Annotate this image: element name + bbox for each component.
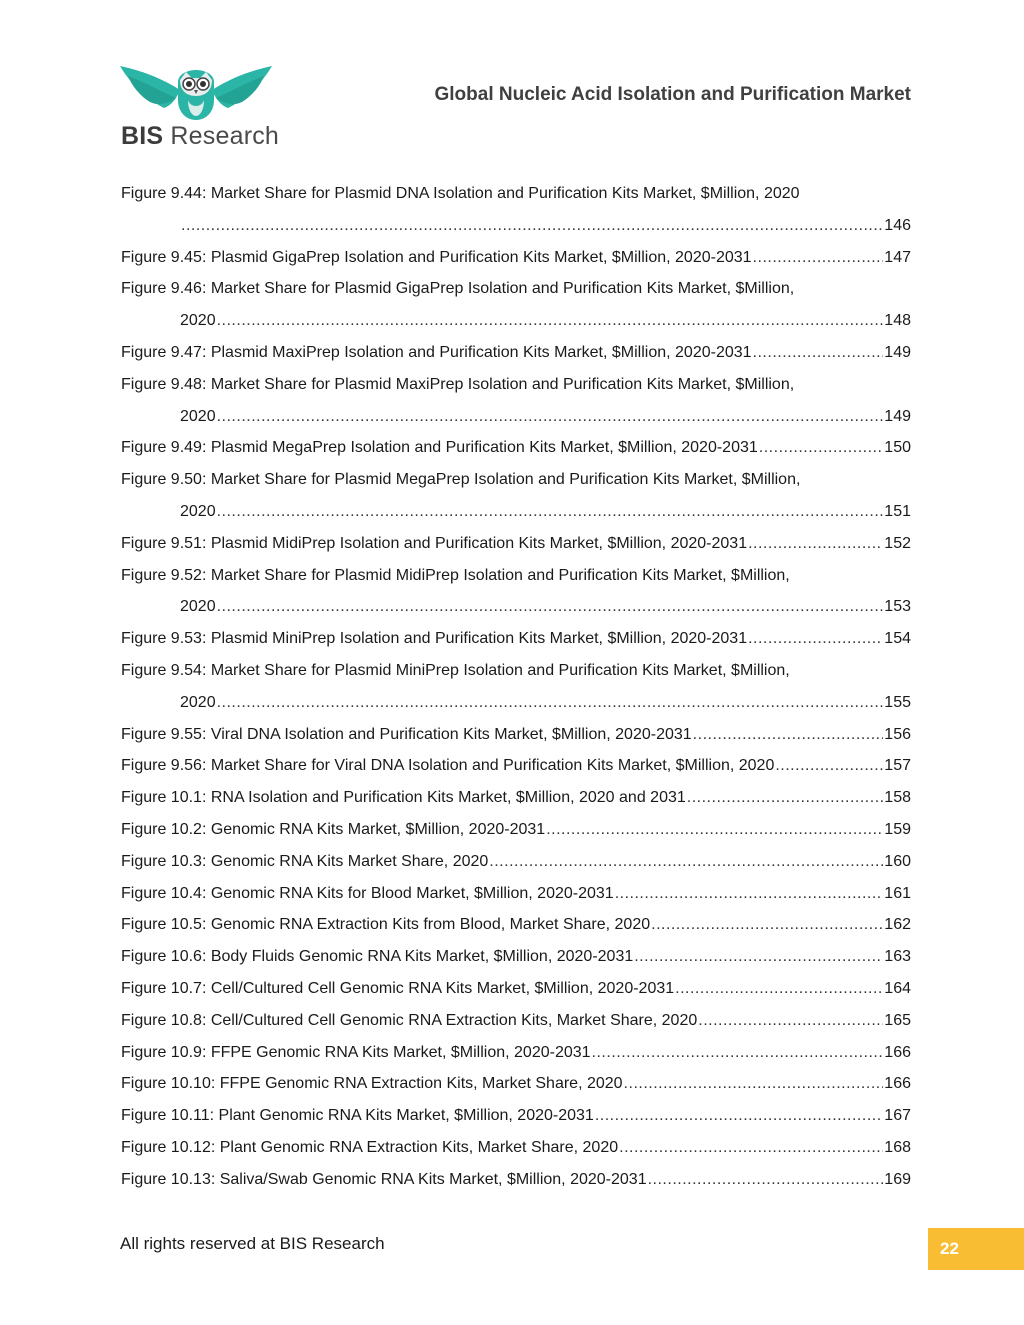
- toc-entry[interactable]: [121, 878, 911, 910]
- toc-entry-text: Figure 10.12: Plant Genomic RNA Extraction Kits, Market Share, 2020: [121, 1138, 619, 1156]
- toc-leader-dots: [546, 814, 883, 846]
- toc-entry-text: Figure 9.53: Plasmid MiniPrep Isolation and Purification Kits Market, $Million, 2020-2031: [121, 630, 748, 648]
- toc-entry-text: 2020: [180, 502, 216, 520]
- toc-entry-text: Figure 9.44: Market Share for Plasmid DNA Isolation and Purification Kits Market, $Million, 2020: [121, 185, 800, 202]
- toc-entry[interactable]: [121, 432, 911, 464]
- toc-entry-text: Figure 9.56: Market Share for Viral DNA Isolation and Purification Kits Market, $Million, 2020: [121, 757, 775, 775]
- toc-page-number: 157: [884, 757, 911, 775]
- toc-page-number: 147: [884, 248, 911, 266]
- toc-leader-dots: [759, 432, 884, 464]
- toc-entry-text: Figure 9.51: Plasmid MidiPrep Isolation and Purification Kits Market, $Million, 2020-2031: [121, 534, 748, 552]
- toc-entry-text: Figure 9.47: Plasmid MaxiPrep Isolation and Purification Kits Market, $Million, 2020-2031: [121, 343, 752, 361]
- toc-page-number: 162: [884, 916, 911, 934]
- toc-leader-dots: [753, 242, 884, 274]
- toc-leader-dots: [489, 846, 883, 878]
- toc-entry[interactable]: [121, 178, 911, 210]
- toc-entry-continuation[interactable]: [121, 687, 911, 719]
- toc-page-number: 150: [884, 439, 911, 457]
- toc-entry-text: Figure 9.55: Viral DNA Isolation and Purification Kits Market, $Million, 2020-2031: [121, 725, 692, 743]
- toc-entry-text: Figure 10.6: Body Fluids Genomic RNA Kits Market, $Million, 2020-2031: [121, 948, 634, 966]
- toc-leader-dots: [693, 719, 884, 751]
- toc-entry-continuation[interactable]: [121, 305, 911, 337]
- toc-entry[interactable]: [121, 337, 911, 369]
- toc-entry[interactable]: [121, 623, 911, 655]
- toc-entry-text: 2020: [180, 693, 216, 711]
- toc-leader-dots: [595, 1100, 883, 1132]
- toc-entry-continuation[interactable]: [121, 496, 911, 528]
- toc-leader-dots: [615, 878, 884, 910]
- toc-entry[interactable]: [121, 782, 911, 814]
- toc-entry-continuation[interactable]: [121, 401, 911, 433]
- toc-entry-text: Figure 10.4: Genomic RNA Kits for Blood Market, $Million, 2020-2031: [121, 884, 614, 902]
- footer-rights: All rights reserved at BIS Research: [120, 1234, 385, 1253]
- toc-page-number: 166: [884, 1075, 911, 1093]
- toc-entry-text: Figure 10.3: Genomic RNA Kits Market Share, 2020: [121, 852, 489, 870]
- toc-entry-text: Figure 10.2: Genomic RNA Kits Market, $Million, 2020-2031: [121, 820, 546, 838]
- toc-entry-text: Figure 10.11: Plant Genomic RNA Kits Market, $Million, 2020-2031: [121, 1107, 594, 1125]
- toc-leader-dots: [217, 496, 884, 528]
- toc-entry[interactable]: [121, 1100, 911, 1132]
- toc-page-number: 167: [884, 1107, 911, 1125]
- toc-page-number: 153: [884, 598, 911, 616]
- toc-entry[interactable]: [121, 560, 911, 592]
- toc-entry[interactable]: [121, 273, 911, 305]
- toc-page-number: 165: [884, 1011, 911, 1029]
- toc-entry[interactable]: [121, 464, 911, 496]
- toc-leader-dots: [775, 750, 883, 782]
- toc-leader-dots: [592, 1037, 884, 1069]
- logo-brand-bold: BIS: [121, 122, 164, 150]
- toc-page-number: 163: [884, 948, 911, 966]
- logo-wordmark: [121, 122, 279, 150]
- toc-leader-dots: [624, 1068, 884, 1100]
- logo-brand-rest: Research: [163, 122, 280, 150]
- toc-leader-dots: [648, 1164, 884, 1196]
- toc-page-number: 169: [884, 1170, 911, 1188]
- toc-leader-dots: [217, 591, 884, 623]
- toc-leader-dots: [687, 782, 884, 814]
- toc-leader-dots: [698, 1005, 883, 1037]
- bis-research-logo: [118, 60, 278, 152]
- toc-page-number: 161: [884, 884, 911, 902]
- toc-leader-dots: [619, 1132, 883, 1164]
- toc-leader-dots: [651, 909, 883, 941]
- toc-entry[interactable]: [121, 973, 911, 1005]
- toc-entry[interactable]: [121, 846, 911, 878]
- toc-page-number: 152: [884, 534, 911, 552]
- toc-entry-text: 2020: [180, 312, 216, 330]
- toc-leader-dots: [748, 528, 883, 560]
- list-of-figures: [121, 178, 911, 1196]
- toc-entry[interactable]: [121, 814, 911, 846]
- toc-page-number: 168: [884, 1138, 911, 1156]
- toc-page-number: 154: [884, 630, 911, 648]
- toc-entry-text: Figure 9.49: Plasmid MegaPrep Isolation and Purification Kits Market, $Million, 2020-2031: [121, 439, 758, 457]
- toc-page-number: 151: [884, 502, 911, 520]
- toc-leader-dots: [634, 941, 883, 973]
- toc-leader-dots: [217, 687, 884, 719]
- toc-entry-text: 2020: [180, 407, 216, 425]
- toc-entry[interactable]: [121, 1132, 911, 1164]
- toc-entry-text: Figure 9.46: Market Share for Plasmid GigaPrep Isolation and Purification Kits Market, $Million,: [121, 280, 795, 298]
- toc-page-number: 158: [884, 789, 911, 807]
- toc-entry[interactable]: [121, 909, 911, 941]
- toc-leader-dots: [675, 973, 883, 1005]
- toc-page-number: 149: [884, 343, 911, 361]
- toc-page-number: 149: [884, 407, 911, 425]
- toc-entry-text: Figure 10.7: Cell/Cultured Cell Genomic RNA Kits Market, $Million, 2020-2031: [121, 979, 675, 997]
- toc-entry-text: Figure 10.1: RNA Isolation and Purification Kits Market, $Million, 2020 and 2031: [121, 789, 686, 807]
- toc-leader-dots: [217, 401, 884, 433]
- toc-entry[interactable]: [121, 750, 911, 782]
- toc-entry[interactable]: [121, 369, 911, 401]
- toc-entry[interactable]: [121, 719, 911, 751]
- toc-page-number: 159: [884, 820, 911, 838]
- toc-entry[interactable]: [121, 941, 911, 973]
- toc-entry[interactable]: [121, 242, 911, 274]
- toc-entry-text: Figure 9.45: Plasmid GigaPrep Isolation and Purification Kits Market, $Million, 2020-2031: [121, 248, 752, 266]
- toc-page-number: 160: [884, 852, 911, 870]
- toc-entry-continuation[interactable]: [121, 591, 911, 623]
- toc-entry-text: Figure 9.52: Market Share for Plasmid MidiPrep Isolation and Purification Kits Market, $Million,: [121, 566, 790, 584]
- toc-page-number: 146: [884, 216, 911, 234]
- toc-entry-text: Figure 10.10: FFPE Genomic RNA Extraction Kits, Market Share, 2020: [121, 1075, 623, 1093]
- toc-entry-text: Figure 10.5: Genomic RNA Extraction Kits from Blood, Market Share, 2020: [121, 916, 651, 934]
- owl-icon: [118, 60, 274, 122]
- toc-entry-text: Figure 10.8: Cell/Cultured Cell Genomic RNA Extraction Kits, Market Share, 2020: [121, 1011, 698, 1029]
- toc-page-number: 148: [884, 312, 911, 330]
- toc-entry[interactable]: [121, 528, 911, 560]
- page-number-badge: 22: [928, 1228, 1024, 1270]
- toc-entry[interactable]: [121, 1164, 911, 1196]
- toc-entry[interactable]: [121, 1037, 911, 1069]
- toc-entry[interactable]: [121, 655, 911, 687]
- toc-leader-dots: [753, 337, 884, 369]
- toc-entry-text: Figure 9.54: Market Share for Plasmid MiniPrep Isolation and Purification Kits Market, $Million,: [121, 661, 790, 679]
- toc-entry-text: Figure 9.50: Market Share for Plasmid MegaPrep Isolation and Purification Kits Market, $Million,: [121, 471, 801, 489]
- toc-leader-dots: [217, 305, 884, 337]
- toc-page-number: 164: [884, 979, 911, 997]
- toc-entry-continuation[interactable]: [121, 210, 911, 242]
- toc-entry-text: 2020: [180, 598, 216, 616]
- toc-entry[interactable]: [121, 1005, 911, 1037]
- toc-page-number: 156: [884, 725, 911, 743]
- toc-page-number: 166: [884, 1043, 911, 1061]
- toc-leader-dots: [181, 210, 883, 242]
- toc-leader-dots: [748, 623, 883, 655]
- report-title: Global Nucleic Acid Isolation and Purification Market: [434, 84, 911, 105]
- toc-page-number: 155: [884, 693, 911, 711]
- toc-entry-text: Figure 10.9: FFPE Genomic RNA Kits Market, $Million, 2020-2031: [121, 1043, 591, 1061]
- toc-entry-text: Figure 9.48: Market Share for Plasmid MaxiPrep Isolation and Purification Kits Market, $Million,: [121, 375, 795, 393]
- toc-entry[interactable]: [121, 1068, 911, 1100]
- toc-entry-text: Figure 10.13: Saliva/Swab Genomic RNA Kits Market, $Million, 2020-2031: [121, 1170, 647, 1188]
